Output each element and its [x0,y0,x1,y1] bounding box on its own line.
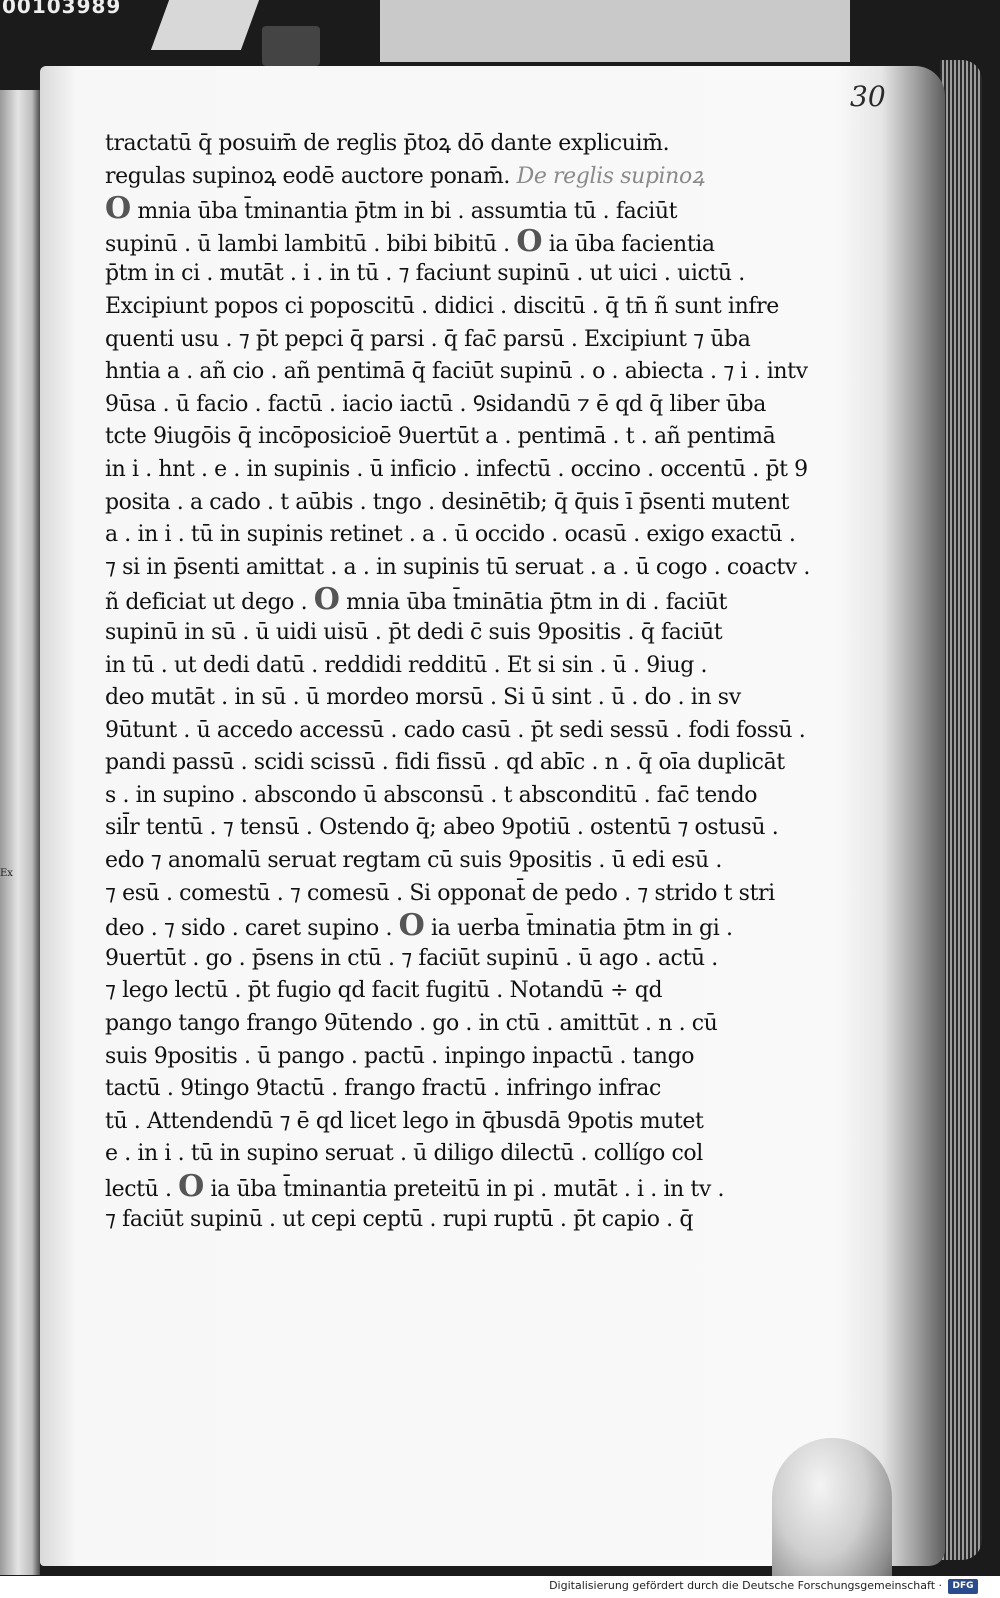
text-line: tū . Attendendū ⁊ ē qd licet lego in q̄busdā 9potis mutet [105,1108,704,1134]
text-line: sil̄r tentū . ⁊ tensū . Ostendo q̄; abeo 9potiū . ostentū ⁊ ostusū . [105,815,779,841]
text-line: ⁊ esū . comestū . ⁊ comesū . Si opponat̄ de pedo . ⁊ strido t stri [105,880,775,906]
text-line: posita . a cado . t aūbis . tngo . desinētib; q̄ q̄uis ī p̄senti mutent [105,489,790,515]
footer-bar [0,1576,1000,1598]
initial-letter: O [313,582,340,618]
text-line: 9uertūt . go . p̄sens in ctū . ⁊ faciūt supinū . ū ago . actū . [105,945,718,971]
text-line: suis 9positis . ū pango . pactū . inpingo inpactū . tango [105,1043,695,1069]
text-line: pango tango frango 9ūtendo . go . in ctū . amittūt . n . cū [105,1011,718,1037]
text-line: quenti usu . ⁊ p̄t pepci q̄ parsi . q̄ fac̄ parsū . Excipiunt ⁊ ūba [105,326,751,352]
text-line: ⁊ si in p̄senti amittat . a . in supinis tū seruat . a . ū cogo . coactv . [105,554,810,580]
holding-thumb [772,1438,892,1598]
initial-letter: O [178,1169,204,1204]
text-line: 9ūtunt . ū accedo accessū . cado casū . p̄t sedi sessū . fodi fossū . [105,717,806,743]
text-line: ⁊ lego lectū . p̄t fugio qd facit fugitū . Notandū ÷ qd [105,978,663,1004]
text-line: s . in supino . abscondo ū absconsū . t absconditū . fac̄ tendo [105,782,758,808]
initial-letter: O [398,908,425,944]
manuscript-text [105,128,810,1236]
text-line: p̄tm in ci . mutāt . i . in tū . ⁊ faciunt supinū . ut uici . uictū . [105,261,745,287]
text-line: Excipiunt popos ci poposcitū . didici . discitū . q̄ tn̄ ñ sunt infre [105,293,779,319]
page-edges-stack [940,60,982,1560]
text-line: a . in i . tū in supinis retinet . a . ū occido . ocasū . exigo exactū . [105,522,796,548]
text-line: e . in i . tū in supino seruat . ū diligo dilectū . collígo col [105,1141,703,1167]
initial-letter: O [516,223,543,259]
rubric-heading: De reglis supinoꝝ [516,163,705,189]
text-line: supinū in sū . ū uidi uisū . p̄t dedi c̄ suis 9positis . q̄ faciūt [105,619,723,645]
text-line: edo ⁊ anomalū seruat regtam cū suis 9positis . ū edi esū . [105,848,722,874]
text-line: hntia a . añ cio . añ pentimā q̄ faciūt supinū . o . abiecta . ⁊ i . intv [105,359,808,385]
text-line: 9ūsa . ū facio . factū . iacio iactū . Ꝯsidandū ⁊ ē qd q̄ liber ūba [105,391,766,417]
text-line: tcte 9iugōis q̄ incōposicioē 9uertūt a . pentimā . t . añ pentimā [105,424,776,450]
text-line: ñ deficiat ut dego . O mnia ūba t̄minātia p̄tm in di . faciūt [105,582,727,618]
text-line: lectū . O ia ūba t̄minantia preteitū in pi . mutāt . i . in tv . [105,1169,725,1204]
text-line: ⁊ faciūt supinū . ut cepi ceptū . rupi ruptū . p̄t capio . q̄ [105,1206,694,1232]
text-line: supinū . ū lambi lambitū . bibi bibitū . O ia ūba facientia [105,223,715,259]
text-line: deo . ⁊ sido . caret supino . O ia uerba t̄minatia p̄tm in gi . [105,908,733,944]
book-clip [262,26,320,66]
text-line: O mnia ūba t̄minantia p̄tm in bi . assumtia tū . faciūt [105,191,678,227]
text-line: deo mutāt . in sū . ū mordeo morsū . Si ū sint . ū . do . in sv [105,685,741,711]
binding-strap-left [151,0,259,50]
text-line: in i . hnt . e . in supinis . ū inficio . infectū . occino . occentū . p̄t 9 [105,456,808,482]
folio-number: 30 [850,80,886,113]
funding-note: Digitalisierung gefördert durch die Deutsche Forschungsgemeinschaft · [549,1579,942,1592]
text-line: in tū . ut dedi datū . reddidi redditū . Et si sin . ū . 9iug . [105,652,708,678]
dfg-logo: DFG [948,1579,978,1594]
binding-strap-right [380,0,850,62]
left-page-edge [0,90,40,1575]
text-line: tractatū q̄ posuim̄ de reglis p̄toꝝ dō dante explicuim̄. [105,131,670,156]
text-line: tactū . 9tingo 9tactū . frango fractū . infringo infrac [105,1076,661,1102]
initial-letter: O [105,191,131,227]
left-margin-note: Ex [0,868,13,879]
scan-identifier: 00103989 [2,0,122,18]
text-line: pandi passū . scidi scissū . fidi fissū . qd abīc . n . q̄ oīa duplicāt [105,750,785,776]
text-line: regulas supinoꝝ eodē auctore ponam̄. De reglis supinoꝝ [105,163,705,189]
